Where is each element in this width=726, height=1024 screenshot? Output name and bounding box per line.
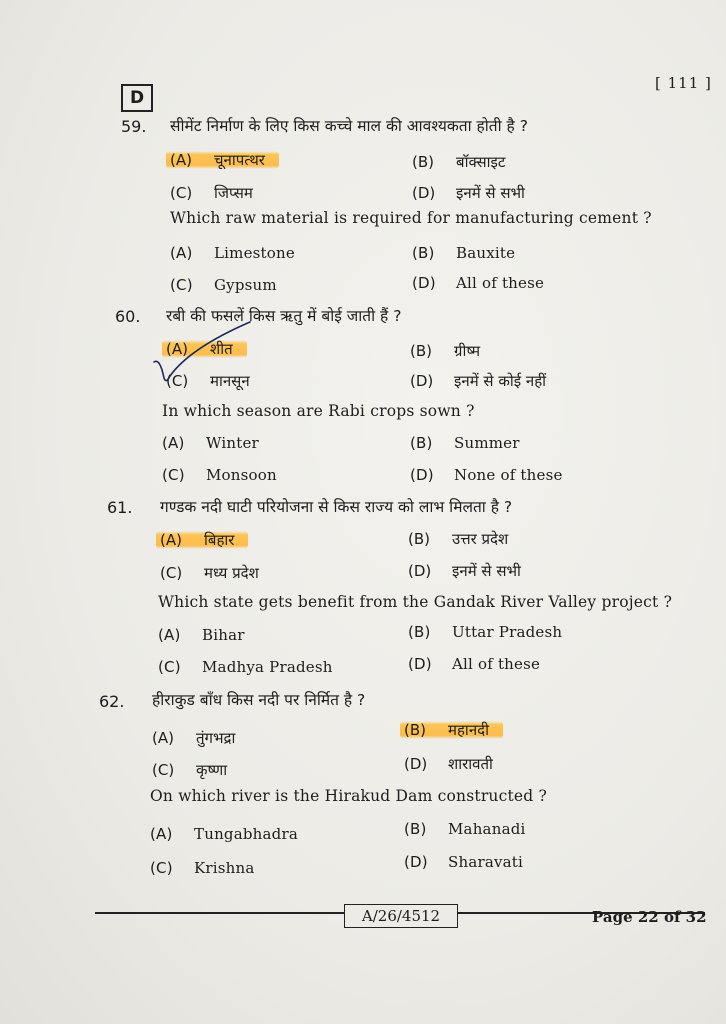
- question-text-english: On which river is the Hirakud Dam constructed ?: [150, 787, 548, 805]
- page-number: Page 22 of 32: [592, 908, 707, 926]
- option-d-hindi: (D) शारावती: [404, 755, 493, 773]
- option-a-hindi: [166, 339, 247, 359]
- option-d-english: (D) Sharavati: [404, 853, 524, 871]
- question-number: 59.: [121, 117, 147, 136]
- booklet-series-badge: D: [121, 84, 153, 112]
- answer-highlight: (A) शीत: [162, 340, 247, 358]
- option-d-hindi: (D) इनमें से सभी: [412, 184, 525, 202]
- answer-highlight: (A) बिहार: [156, 531, 248, 549]
- question-text-hindi: गण्डक नदी घाटी परियोजना से किस राज्य को लाभ मिलता है ?: [160, 498, 513, 516]
- option-a-hindi: (A) तुंगभद्रा: [152, 729, 236, 747]
- question-text-hindi: हीराकुड बाँध किस नदी पर निर्मित है ?: [152, 691, 366, 709]
- option-c-english: (C) Madhya Pradesh: [158, 658, 333, 676]
- option-b-english: (B) Mahanadi: [404, 820, 526, 838]
- question-text-english: In which season are Rabi crops sown ?: [162, 402, 475, 420]
- option-c-english: (C) Gypsum: [170, 276, 277, 294]
- question-text-hindi: सीमेंट निर्माण के लिए किस कच्चे माल की आवश्यकता होती है ?: [170, 117, 528, 135]
- answer-highlight: (A) चूनापत्थर: [166, 151, 279, 169]
- question-text-english: Which state gets benefit from the Gandak River Valley project ?: [158, 593, 673, 611]
- option-c-hindi: (C) मानसून: [166, 372, 250, 390]
- option-b-hindi: (B) बॉक्साइट: [412, 153, 506, 171]
- question-text-hindi: रबी की फसलें किस ऋतु में बोई जाती हैं ?: [166, 307, 402, 325]
- option-c-hindi: (C) मध्य प्रदेश: [160, 564, 259, 582]
- answer-highlight: (B) महानदी: [400, 721, 503, 739]
- option-a-english: (A) Winter: [162, 434, 259, 452]
- option-b-english: (B) Uttar Pradesh: [408, 623, 563, 641]
- option-a-english: (A) Limestone: [170, 244, 295, 262]
- page-code: [ 111 ]: [655, 74, 712, 92]
- option-a-english: (A) Bihar: [158, 626, 245, 644]
- option-b-english: (B) Summer: [410, 434, 520, 452]
- option-b-hindi: [404, 720, 503, 740]
- option-b-hindi: (B) उत्तर प्रदेश: [408, 530, 509, 548]
- option-b-english: (B) Bauxite: [412, 244, 516, 262]
- paper-code: A/26/4512: [344, 904, 458, 928]
- option-d-hindi: (D) इनमें से कोई नहीं: [410, 372, 547, 390]
- option-a-hindi: [170, 150, 279, 170]
- option-d-english: (D) All of these: [408, 655, 541, 673]
- option-c-hindi: (C) जिप्सम: [170, 184, 253, 202]
- option-c-hindi: (C) कृष्णा: [152, 761, 228, 779]
- option-c-english: (C) Monsoon: [162, 466, 277, 484]
- option-d-english: (D) All of these: [412, 274, 545, 292]
- option-d-english: (D) None of these: [410, 466, 563, 484]
- question-text-english: Which raw material is required for manufacturing cement ?: [170, 209, 652, 227]
- question-number: 62.: [99, 692, 125, 711]
- option-d-hindi: (D) इनमें से सभी: [408, 562, 521, 580]
- option-a-english: (A) Tungabhadra: [150, 825, 298, 843]
- question-number: 60.: [115, 307, 141, 326]
- option-a-hindi: [160, 530, 248, 550]
- option-c-english: (C) Krishna: [150, 859, 255, 877]
- option-b-hindi: (B) ग्रीष्म: [410, 342, 481, 360]
- question-number: 61.: [107, 498, 133, 517]
